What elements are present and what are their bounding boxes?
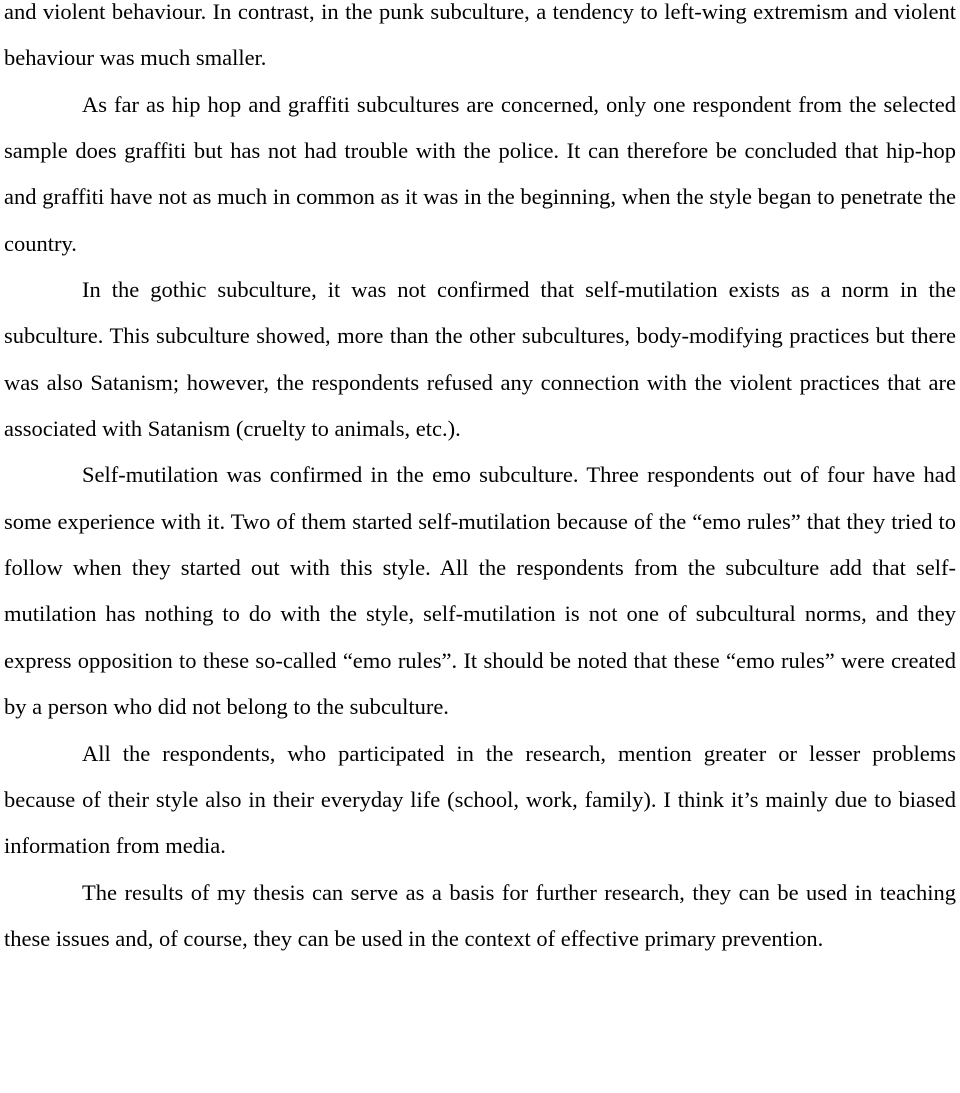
paragraph-hip-hop-graffiti: As far as hip hop and graffiti subcultures are concerned, only one respondent from the selected sample does graffiti but has not had trouble with the police. It can therefore be concluded that hip-hop and graffiti have not as much in common as it was in the beginning, when the style began to penetrate the country.	[4, 91, 956, 256]
paragraph-thesis-results: The results of my thesis can serve as a basis for further research, they can be used in teaching these issues and, of course, they can be used in the context of effective primary prevention.	[4, 879, 956, 951]
paragraph-punk-subculture: and violent behaviour. In contrast, in the punk subculture, a tendency to left-wing extremism and violent behaviour was much smaller.	[4, 0, 956, 71]
paragraph-emo-subculture: Self-mutilation was confirmed in the emo subculture. Three respondents out of four have had some experience with it. Two of them started self-mutilation because of the “emo rules” that they tried to follow when they started out with this style. All the respondents from the subculture add that self-mutilation has nothing to do with the style, self-mutilation is not one of subcultural norms, and they express opposition to these so-called “emo rules”. It should be noted that these “emo rules” were created by a person who did not belong to the subculture.	[4, 462, 956, 720]
paragraph-gothic-subculture: In the gothic subculture, it was not confirmed that self-mutilation exists as a norm in the subculture. This subculture showed, more than the other subcultures, body-modifying practices but there was also Satanism; however, the respondents refused any connection with the violent practices that are associated with Satanism (cruelty to animals, etc.).	[4, 277, 956, 442]
paragraph-everyday-problems: All the respondents, who participated in the research, mention greater or lesser problems because of their style also in their everyday life (school, work, family). I think it’s mainly due to biased information from media.	[4, 740, 956, 859]
document-body	[4, 0, 956, 962]
